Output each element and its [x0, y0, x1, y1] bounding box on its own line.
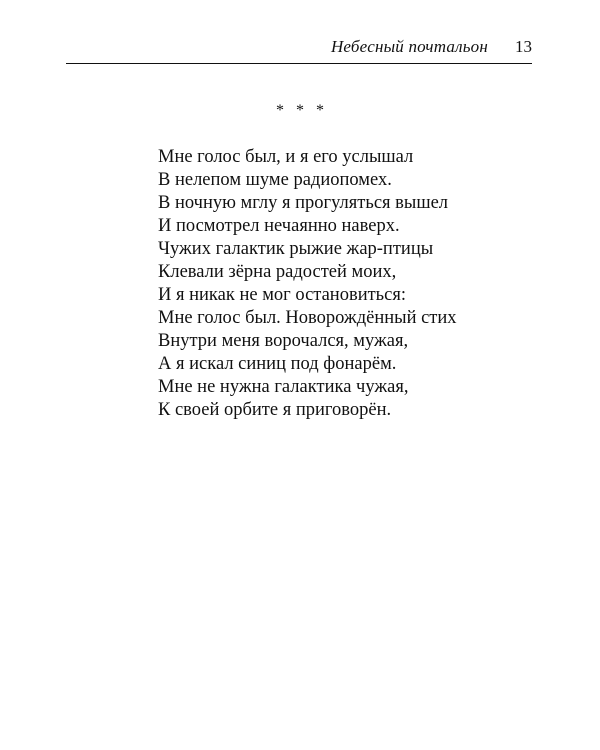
- header-rule: [66, 63, 532, 64]
- poem: [0, 100, 600, 420]
- verse-line: Чужих галактик рыжие жар-птицы: [158, 239, 434, 259]
- page-number: 13: [515, 37, 532, 56]
- verse-line: И я никак не мог остановиться:: [158, 285, 406, 305]
- verse-line: В нелепом шуме радиопомех.: [158, 170, 392, 190]
- verse-line: Мне голос был. Новорождённый стих: [158, 308, 457, 328]
- verse-line: К своей орбите я приговорён.: [158, 400, 392, 420]
- verse-line: В ночную мглу я прогуляться вышел: [158, 193, 449, 213]
- verse-line: Клевали зёрна радостей моих,: [158, 262, 397, 282]
- poem-separator: * * *: [276, 102, 328, 119]
- verse-line: Мне не нужна галактика чужая,: [158, 377, 409, 397]
- running-header-title: Небесный почтальон: [330, 37, 488, 56]
- verse-line: Мне голос был, и я его услышал: [158, 147, 414, 167]
- verse-line: А я искал синиц под фонарём.: [158, 354, 397, 374]
- running-header: [66, 37, 532, 63]
- poem-stanza: [158, 146, 457, 422]
- verse-line: И посмотрел нечаянно наверх.: [158, 216, 400, 236]
- verse-line: Внутри меня ворочался, мужая,: [158, 331, 409, 351]
